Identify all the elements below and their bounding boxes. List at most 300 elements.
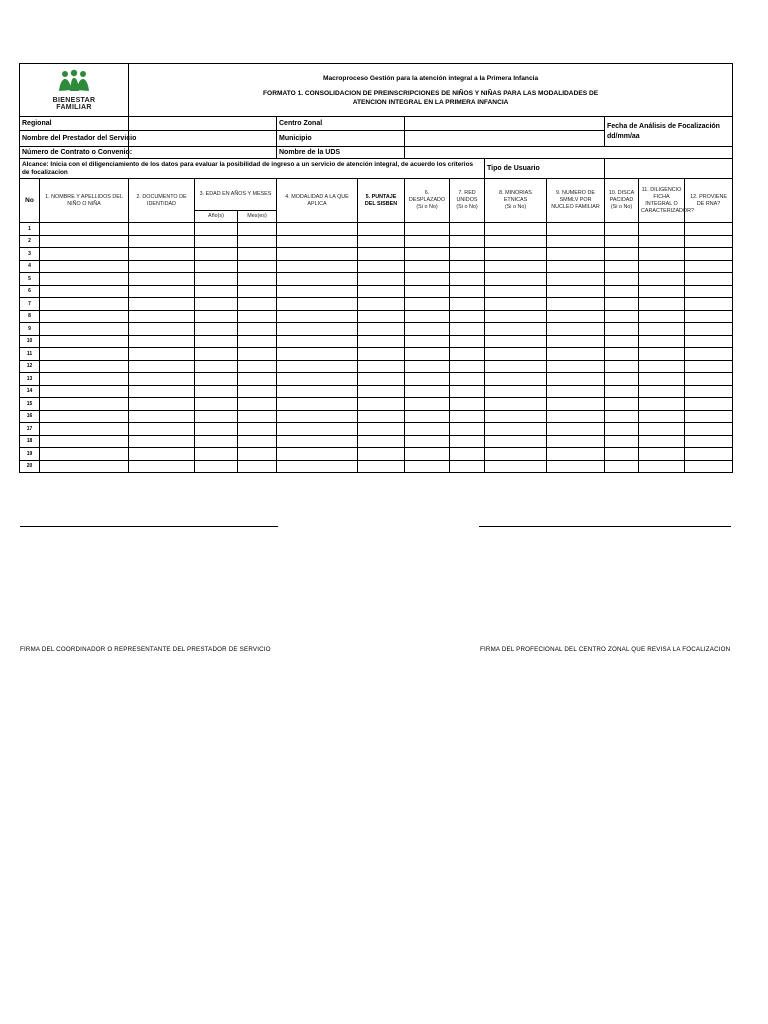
table-cell[interactable]	[277, 298, 358, 311]
table-cell[interactable]	[238, 448, 277, 461]
table-cell[interactable]	[405, 398, 450, 411]
table-cell[interactable]	[605, 235, 639, 248]
prestador-label: Nombre del Prestador del Servicio	[20, 131, 129, 147]
table-cell[interactable]	[450, 273, 485, 286]
table-cell[interactable]	[40, 435, 129, 448]
row-number: 8	[20, 310, 40, 323]
table-cell[interactable]	[685, 235, 733, 248]
table-cell[interactable]	[277, 323, 358, 336]
table-cell[interactable]	[605, 273, 639, 286]
table-cell[interactable]	[238, 460, 277, 473]
table-cell[interactable]	[547, 423, 605, 436]
table-cell[interactable]	[605, 310, 639, 323]
table-cell[interactable]	[485, 223, 547, 236]
table-cell[interactable]	[238, 398, 277, 411]
table-cell[interactable]	[547, 360, 605, 373]
table-cell[interactable]	[129, 223, 195, 236]
table-cell[interactable]	[685, 398, 733, 411]
table-cell[interactable]	[685, 285, 733, 298]
table-cell[interactable]	[129, 385, 195, 398]
table-cell[interactable]	[129, 410, 195, 423]
desplazado-title: 6. DESPLAZADO	[408, 190, 446, 203]
table-cell[interactable]	[358, 260, 405, 273]
table-cell[interactable]	[195, 373, 238, 386]
table-cell[interactable]	[547, 248, 605, 261]
table-cell[interactable]	[40, 335, 129, 348]
table-cell[interactable]	[195, 235, 238, 248]
table-cell[interactable]	[605, 423, 639, 436]
col-header-documento: 2. DOCUMENTO DE IDENTIDAD	[129, 179, 195, 223]
table-cell[interactable]	[547, 410, 605, 423]
table-cell[interactable]	[195, 410, 238, 423]
table-cell[interactable]	[485, 398, 547, 411]
logo-text-line2: FAMILIAR	[56, 103, 92, 111]
table-cell[interactable]	[238, 410, 277, 423]
table-cell[interactable]	[405, 448, 450, 461]
regional-input[interactable]	[129, 117, 277, 131]
table-cell[interactable]	[605, 323, 639, 336]
table-cell[interactable]	[129, 448, 195, 461]
table-cell[interactable]	[547, 348, 605, 361]
table-cell[interactable]	[277, 273, 358, 286]
table-cell[interactable]	[485, 435, 547, 448]
table-cell[interactable]	[405, 273, 450, 286]
table-cell[interactable]	[485, 335, 547, 348]
table-cell[interactable]	[485, 273, 547, 286]
table-cell[interactable]	[238, 335, 277, 348]
col-header-modalidad: 4. MODALIDAD A LA QUE APLICA	[277, 179, 358, 223]
table-cell[interactable]	[277, 385, 358, 398]
table-cell[interactable]	[605, 223, 639, 236]
table-cell[interactable]	[547, 310, 605, 323]
table-cell[interactable]	[40, 310, 129, 323]
table-cell[interactable]	[358, 360, 405, 373]
table-cell[interactable]	[605, 360, 639, 373]
table-cell[interactable]	[685, 435, 733, 448]
table-cell[interactable]	[639, 223, 685, 236]
table-cell[interactable]	[685, 373, 733, 386]
table-cell[interactable]	[485, 410, 547, 423]
table-cell[interactable]	[485, 298, 547, 311]
table-cell[interactable]	[129, 398, 195, 411]
table-row	[20, 335, 733, 348]
table-cell[interactable]	[639, 435, 685, 448]
table-cell[interactable]	[639, 460, 685, 473]
table-cell[interactable]	[405, 360, 450, 373]
table-cell[interactable]	[405, 310, 450, 323]
table-cell[interactable]	[685, 248, 733, 261]
table-cell[interactable]	[605, 373, 639, 386]
table-cell[interactable]	[195, 348, 238, 361]
table-cell[interactable]	[129, 360, 195, 373]
table-cell[interactable]	[450, 285, 485, 298]
table-cell[interactable]	[277, 373, 358, 386]
logo-cell	[20, 64, 129, 117]
table-cell[interactable]	[358, 235, 405, 248]
table-cell[interactable]	[277, 435, 358, 448]
table-cell[interactable]	[358, 310, 405, 323]
table-cell[interactable]	[195, 398, 238, 411]
table-cell[interactable]	[685, 310, 733, 323]
table-cell[interactable]	[405, 435, 450, 448]
table-cell[interactable]	[405, 348, 450, 361]
table-cell[interactable]	[195, 423, 238, 436]
table-cell[interactable]	[605, 448, 639, 461]
table-cell[interactable]	[639, 260, 685, 273]
table-cell[interactable]	[195, 298, 238, 311]
table-cell[interactable]	[605, 285, 639, 298]
table-cell[interactable]	[485, 373, 547, 386]
table-cell[interactable]	[277, 448, 358, 461]
table-cell[interactable]	[238, 248, 277, 261]
table-cell[interactable]	[238, 348, 277, 361]
table-cell[interactable]	[238, 435, 277, 448]
table-cell[interactable]	[639, 335, 685, 348]
table-cell[interactable]	[277, 348, 358, 361]
table-cell[interactable]	[238, 285, 277, 298]
table-row	[20, 223, 733, 236]
table-cell[interactable]	[40, 423, 129, 436]
table-cell[interactable]	[639, 235, 685, 248]
fecha-analisis-label: Fecha de Análisis de Focalización	[607, 122, 720, 130]
table-cell[interactable]	[238, 310, 277, 323]
table-cell[interactable]	[40, 410, 129, 423]
table-cell[interactable]	[485, 460, 547, 473]
table-cell[interactable]	[639, 348, 685, 361]
table-cell[interactable]	[129, 248, 195, 261]
table-cell[interactable]	[405, 235, 450, 248]
table-cell[interactable]	[358, 423, 405, 436]
table-cell[interactable]	[40, 298, 129, 311]
table-cell[interactable]	[485, 448, 547, 461]
table-cell[interactable]	[450, 298, 485, 311]
table-cell[interactable]	[685, 260, 733, 273]
table-cell[interactable]	[238, 298, 277, 311]
table-cell[interactable]	[40, 373, 129, 386]
table-cell[interactable]	[358, 385, 405, 398]
col-header-sisben: 5. PUNTAJE DEL SISBEN	[358, 179, 405, 223]
table-cell[interactable]	[405, 285, 450, 298]
table-cell[interactable]	[405, 260, 450, 273]
table-cell[interactable]	[605, 385, 639, 398]
row-number: 17	[20, 423, 40, 436]
table-cell[interactable]	[277, 460, 358, 473]
table-cell[interactable]	[277, 235, 358, 248]
table-cell[interactable]	[277, 310, 358, 323]
table-cell[interactable]	[195, 360, 238, 373]
table-cell[interactable]	[547, 223, 605, 236]
table-cell[interactable]	[450, 323, 485, 336]
table-cell[interactable]	[450, 223, 485, 236]
uds-input[interactable]	[405, 147, 733, 159]
table-cell[interactable]	[450, 410, 485, 423]
table-cell[interactable]	[277, 360, 358, 373]
table-cell[interactable]	[605, 410, 639, 423]
table-cell[interactable]	[277, 410, 358, 423]
table-cell[interactable]	[238, 423, 277, 436]
table-cell[interactable]	[238, 235, 277, 248]
table-cell[interactable]	[685, 323, 733, 336]
table-cell[interactable]	[277, 223, 358, 236]
prestador-input[interactable]	[129, 131, 277, 147]
table-cell[interactable]	[129, 435, 195, 448]
table-cell[interactable]	[238, 223, 277, 236]
table-cell[interactable]	[40, 360, 129, 373]
table-cell[interactable]	[639, 398, 685, 411]
table-cell[interactable]	[40, 248, 129, 261]
desplazado-sub: (Si o No)	[416, 204, 438, 210]
col-header-ficha-integral: 11. DILIGENCIO FICHA INTEGRAL O CARACTERIZADOR?	[639, 179, 685, 223]
table-cell[interactable]	[405, 335, 450, 348]
table-cell[interactable]	[195, 248, 238, 261]
table-cell[interactable]	[685, 298, 733, 311]
table-cell[interactable]	[358, 248, 405, 261]
table-cell[interactable]	[685, 223, 733, 236]
table-cell[interactable]	[358, 373, 405, 386]
table-cell[interactable]	[639, 423, 685, 436]
table-cell[interactable]	[605, 248, 639, 261]
table-row	[20, 423, 733, 436]
table-cell[interactable]	[547, 323, 605, 336]
table-cell[interactable]	[358, 335, 405, 348]
table-cell[interactable]	[129, 260, 195, 273]
table-cell[interactable]	[485, 360, 547, 373]
table-cell[interactable]	[605, 298, 639, 311]
table-cell[interactable]	[195, 448, 238, 461]
table-cell[interactable]	[238, 360, 277, 373]
table-cell[interactable]	[40, 448, 129, 461]
table-cell[interactable]	[358, 323, 405, 336]
table-cell[interactable]	[358, 223, 405, 236]
table-cell[interactable]	[450, 398, 485, 411]
table-cell[interactable]	[685, 448, 733, 461]
table-cell[interactable]	[195, 260, 238, 273]
table-cell[interactable]	[277, 248, 358, 261]
table-cell[interactable]	[547, 373, 605, 386]
table-cell[interactable]	[639, 323, 685, 336]
table-cell[interactable]	[547, 273, 605, 286]
table-row	[20, 248, 733, 261]
table-cell[interactable]	[405, 298, 450, 311]
regional-label: Regional	[20, 117, 129, 131]
table-row	[20, 435, 733, 448]
table-cell[interactable]	[450, 248, 485, 261]
table-cell[interactable]	[639, 273, 685, 286]
table-cell[interactable]	[547, 335, 605, 348]
col-header-nombre: 1. NOMBRE Y APELLIDOS DEL NIÑO O NIÑA	[40, 179, 129, 223]
table-cell[interactable]	[685, 423, 733, 436]
table-cell[interactable]	[450, 385, 485, 398]
table-cell[interactable]	[547, 285, 605, 298]
table-cell[interactable]	[547, 235, 605, 248]
table-cell[interactable]	[547, 435, 605, 448]
table-cell[interactable]	[129, 310, 195, 323]
table-cell[interactable]	[450, 448, 485, 461]
table-cell[interactable]	[405, 460, 450, 473]
table-cell[interactable]	[450, 460, 485, 473]
table-cell[interactable]	[238, 385, 277, 398]
table-cell[interactable]	[450, 423, 485, 436]
table-cell[interactable]	[277, 423, 358, 436]
table-cell[interactable]	[40, 223, 129, 236]
table-cell[interactable]	[547, 448, 605, 461]
table-cell[interactable]	[485, 423, 547, 436]
table-cell[interactable]	[40, 273, 129, 286]
table-cell[interactable]	[485, 260, 547, 273]
centro-zonal-input[interactable]	[405, 117, 605, 131]
table-cell[interactable]	[450, 360, 485, 373]
table-cell[interactable]	[405, 373, 450, 386]
table-cell[interactable]	[405, 323, 450, 336]
table-cell[interactable]	[405, 248, 450, 261]
table-cell[interactable]	[485, 385, 547, 398]
table-cell[interactable]	[358, 273, 405, 286]
tipo-usuario-input[interactable]	[605, 159, 733, 179]
table-cell[interactable]	[358, 285, 405, 298]
table-cell[interactable]	[129, 273, 195, 286]
table-cell[interactable]	[605, 435, 639, 448]
table-cell[interactable]	[358, 448, 405, 461]
table-cell[interactable]	[40, 398, 129, 411]
municipio-input[interactable]	[405, 131, 605, 147]
table-cell[interactable]	[547, 260, 605, 273]
table-cell[interactable]	[639, 285, 685, 298]
table-row	[20, 310, 733, 323]
table-cell[interactable]	[450, 373, 485, 386]
table-cell[interactable]	[238, 260, 277, 273]
table-cell[interactable]	[485, 248, 547, 261]
table-cell[interactable]	[639, 385, 685, 398]
fecha-analisis-cell[interactable]	[605, 117, 733, 147]
family-logo-icon	[52, 70, 96, 92]
table-cell[interactable]	[129, 423, 195, 436]
table-cell[interactable]	[685, 360, 733, 373]
table-cell[interactable]	[129, 460, 195, 473]
table-cell[interactable]	[450, 335, 485, 348]
table-cell[interactable]	[358, 410, 405, 423]
table-cell[interactable]	[547, 398, 605, 411]
red-unidos-title: 7. RED UNIDOS	[456, 190, 478, 203]
table-cell[interactable]	[40, 348, 129, 361]
table-cell[interactable]	[195, 460, 238, 473]
table-cell[interactable]	[685, 385, 733, 398]
table-cell[interactable]	[605, 460, 639, 473]
table-cell[interactable]	[450, 260, 485, 273]
table-cell[interactable]	[129, 348, 195, 361]
table-cell[interactable]	[40, 285, 129, 298]
table-cell[interactable]	[358, 435, 405, 448]
table-cell[interactable]	[605, 398, 639, 411]
table-cell[interactable]	[129, 298, 195, 311]
table-cell[interactable]	[195, 335, 238, 348]
table-cell[interactable]	[485, 323, 547, 336]
table-cell[interactable]	[358, 398, 405, 411]
table-cell[interactable]	[358, 460, 405, 473]
table-cell[interactable]	[195, 273, 238, 286]
table-cell[interactable]	[685, 273, 733, 286]
table-cell[interactable]	[639, 448, 685, 461]
table-cell[interactable]	[277, 335, 358, 348]
table-cell[interactable]	[485, 348, 547, 361]
table-cell[interactable]	[450, 348, 485, 361]
table-cell[interactable]	[40, 260, 129, 273]
table-cell[interactable]	[405, 223, 450, 236]
col-header-desplazado	[405, 179, 450, 223]
table-cell[interactable]	[40, 385, 129, 398]
signature-line-left	[20, 526, 278, 527]
row-number: 18	[20, 435, 40, 448]
table-cell[interactable]	[40, 460, 129, 473]
table-row	[20, 235, 733, 248]
table-cell[interactable]	[605, 335, 639, 348]
table-cell[interactable]	[639, 373, 685, 386]
table-cell[interactable]	[195, 223, 238, 236]
col-header-rna: 12. PROVIENE DE RNA?	[685, 179, 733, 223]
row-number: 4	[20, 260, 40, 273]
signature-label-left: FIRMA DEL COORDINADOR O REPRESENTANTE DEL PRESTADOR DE SERVICIO	[20, 646, 271, 653]
table-cell[interactable]	[129, 335, 195, 348]
table-cell[interactable]	[40, 235, 129, 248]
table-cell[interactable]	[639, 248, 685, 261]
table-cell[interactable]	[238, 373, 277, 386]
table-cell[interactable]	[238, 323, 277, 336]
table-cell[interactable]	[358, 298, 405, 311]
table-cell[interactable]	[685, 335, 733, 348]
table-cell[interactable]	[277, 398, 358, 411]
table-cell[interactable]	[195, 435, 238, 448]
table-cell[interactable]	[405, 410, 450, 423]
table-cell[interactable]	[547, 298, 605, 311]
table-cell[interactable]	[195, 310, 238, 323]
table-cell[interactable]	[639, 298, 685, 311]
table-cell[interactable]	[547, 385, 605, 398]
table-cell[interactable]	[485, 235, 547, 248]
table-cell[interactable]	[195, 323, 238, 336]
row-number: 9	[20, 323, 40, 336]
uds-label: Nombre de la UDS	[277, 147, 405, 159]
table-cell[interactable]	[129, 373, 195, 386]
table-cell[interactable]	[195, 285, 238, 298]
table-cell[interactable]	[277, 285, 358, 298]
table-cell[interactable]	[685, 410, 733, 423]
table-cell[interactable]	[685, 348, 733, 361]
table-cell[interactable]	[129, 323, 195, 336]
table-cell[interactable]	[605, 260, 639, 273]
table-cell[interactable]	[605, 348, 639, 361]
table-cell[interactable]	[358, 348, 405, 361]
table-cell[interactable]	[129, 285, 195, 298]
table-cell[interactable]	[685, 460, 733, 473]
table-cell[interactable]	[129, 235, 195, 248]
table-cell[interactable]	[450, 435, 485, 448]
table-cell[interactable]	[405, 423, 450, 436]
table-cell[interactable]	[277, 260, 358, 273]
table-cell[interactable]	[195, 385, 238, 398]
table-cell[interactable]	[485, 310, 547, 323]
table-cell[interactable]	[238, 273, 277, 286]
table-cell[interactable]	[639, 410, 685, 423]
contrato-input[interactable]	[129, 147, 277, 159]
table-cell[interactable]	[450, 235, 485, 248]
table-cell[interactable]	[639, 360, 685, 373]
table-cell[interactable]	[639, 310, 685, 323]
table-cell[interactable]	[450, 310, 485, 323]
table-cell[interactable]	[485, 285, 547, 298]
table-cell[interactable]	[547, 460, 605, 473]
table-cell[interactable]	[40, 323, 129, 336]
table-row	[20, 348, 733, 361]
table-cell[interactable]	[405, 385, 450, 398]
